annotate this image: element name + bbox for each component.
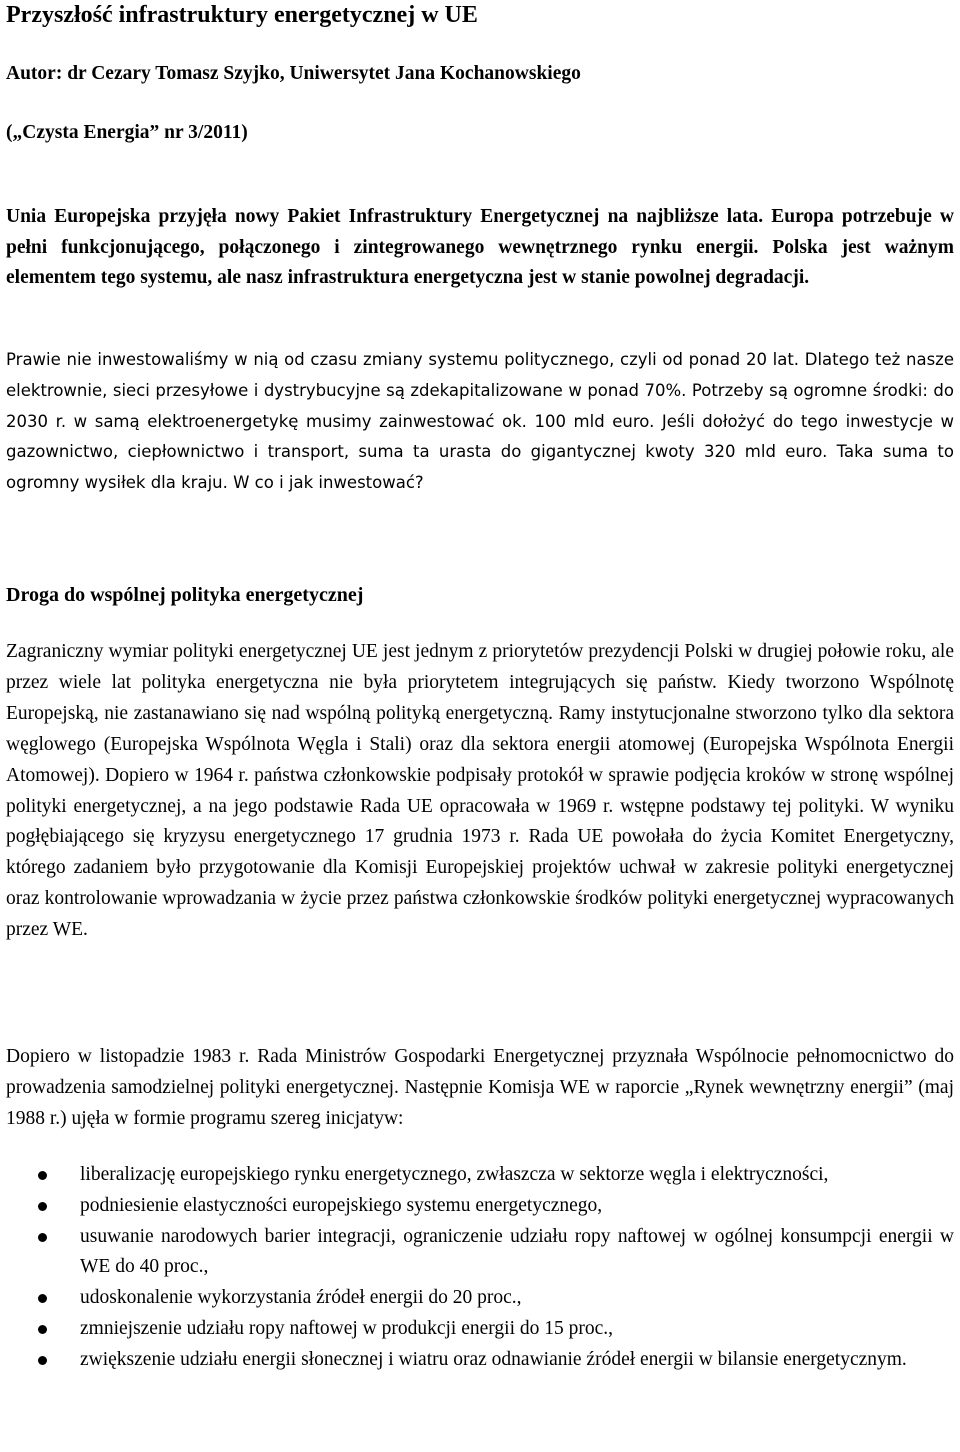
list-item-text: usuwanie narodowych barier integracji, ograniczenie udziału ropy naftowej w ogólnej konsumpcji energii w WE do 40 proc., <box>80 1225 954 1278</box>
lead-paragraph: Unia Europejska przyjęła nowy Pakiet Infrastruktury Energetycznej na najbliższe lata. Europa potrzebuje w pełni funkcjonującego, połączonego i zintegrowanego wewnętrznego rynku energii. Polska jest ważnym elementem tego systemu, ale nasz infrastruktura energetyczna jest w stanie powolnej degradacji. <box>6 206 954 288</box>
bullet-icon <box>38 1233 47 1242</box>
bullet-icon <box>38 1171 47 1180</box>
list-item <box>6 1345 954 1376</box>
document-title: Przyszłość infrastruktury energetycznej w UE <box>6 2 478 28</box>
section-heading: Droga do wspólnej polityka energetycznej <box>6 584 364 606</box>
source-line: („Czysta Energia” nr 3/2011) <box>6 122 248 143</box>
list-item-text: podniesienie elastyczności europejskiego systemu energetycznego, <box>80 1194 603 1216</box>
paragraph-initiatives: Dopiero w listopadzie 1983 r. Rada Ministrów Gospodarki Energetycznej przyznała Wspólnocie pełnomocnictwo do prowadzenia samodzielnej polityki energetycznej. Następnie Komisja WE w raporcie „Rynek wewnętrzny energii” (maj 1988 r.) ujęła w formie programu szereg inicjatyw: <box>6 1046 954 1129</box>
list-item-text: zwiększenie udziału energii słonecznej i wiatru oraz odnawianie źródeł energii w bilansie energetycznym. <box>80 1348 907 1370</box>
list-item-text: zmniejszenie udziału ropy naftowej w produkcji energii do 15 proc., <box>80 1317 614 1339</box>
list-item <box>6 1314 954 1345</box>
initiatives-list <box>6 1160 954 1376</box>
list-item-text: udoskonalenie wykorzystania źródeł energii do 20 proc., <box>80 1287 522 1309</box>
bullet-icon <box>38 1356 47 1365</box>
bullet-icon <box>38 1202 47 1211</box>
list-item <box>6 1283 954 1314</box>
list-item <box>6 1160 954 1191</box>
paragraph-investment: Prawie nie inwestowaliśmy w nią od czasu zmiany systemu politycznego, czyli od ponad 20 lat. Dlatego też nasze elektrownie, sieci przesyłowe i dystrybucyjne są zdekapitalizowane w ponad 70%. Potrzeby są ogromne środki: do 2030 r. w samą elektroenergetykę musimy zainwestować ok. 100 mld euro. Jeśli dołożyć do tego inwestycje w gazownictwo, ciepłownictwo i transport, suma ta urasta do gigantycznej kwoty 320 mld euro. Taka suma to ogromny wysiłek dla kraju. W co i jak inwestować? <box>6 350 954 493</box>
bullet-icon <box>38 1294 47 1303</box>
author-line: Autor: dr Cezary Tomasz Szyjko, Uniwersytet Jana Kochanowskiego <box>6 63 581 84</box>
list-item-text: liberalizację europejskiego rynku energetycznego, zwłaszcza w sektorze węgla i elektryczności, <box>80 1164 829 1185</box>
paragraph-history: Zagraniczny wymiar polityki energetycznej UE jest jednym z priorytetów prezydencji Polski w drugiej połowie roku, ale przez wiele lat polityka energetyczna nie była priorytetem integrujących się państw. Kiedy tworzono Wspólnotę Europejską, nie zastanawiano się nad wspólną polityką energetyczną. Ramy instytucjonalne stworzono tylko dla sektora węglowego (Europejska Wspólnota Węgla i Stali) oraz dla sektora energii atomowej (Europejska Wspólnota Energii Atomowej). Dopiero w 1964 r. państwa członkowskie podpisały protokół w sprawie podjęcia kroków w stronę wspólnej polityki energetycznej, a na jego podstawie Rada UE opracowała w 1969 r. wstępne podstawy tej polityki. W wyniku pogłębiającego się kryzysu energetycznego 17 grudnia 1973 r. Rada UE powołała do życia Komitet Energetyczny, którego zadaniem było przygotowanie dla Komisji Europejskiej projektów uchwał w zakresie polityki energetycznej oraz kontrolowanie wprowadzania w życie przez państwa członkowskie środków polityki energetycznej wypracowanych przez WE. <box>6 641 954 941</box>
list-item <box>6 1222 954 1284</box>
list-item <box>6 1191 954 1222</box>
bullet-icon <box>38 1325 47 1334</box>
